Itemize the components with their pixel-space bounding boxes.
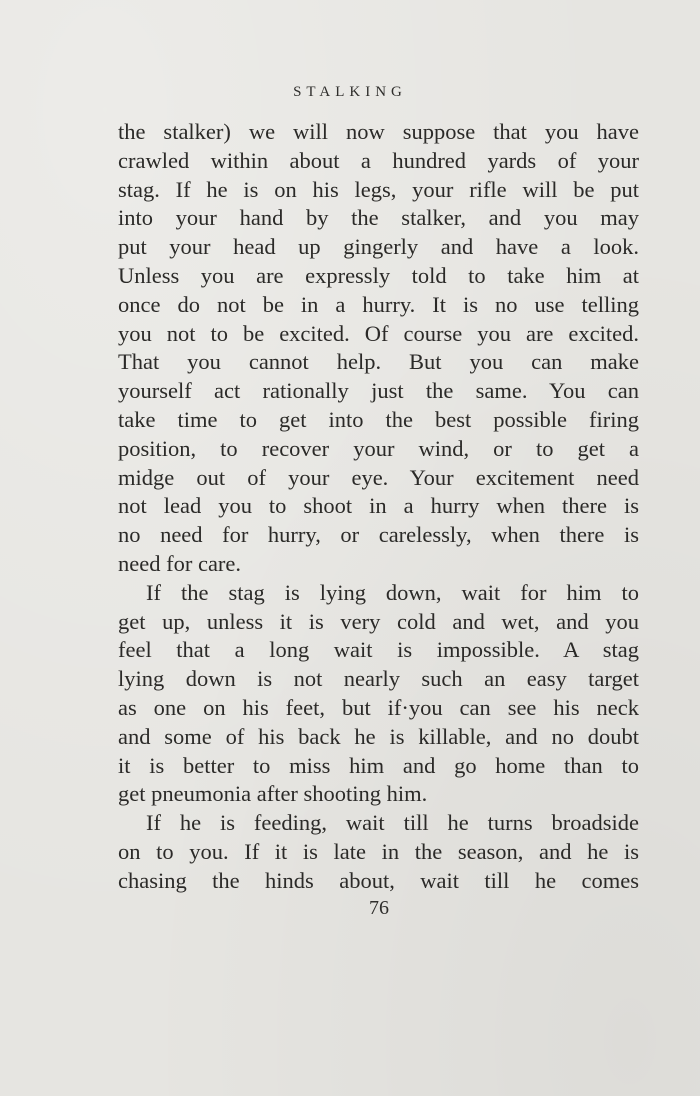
text-line: If the stag is lying down, wait for him to xyxy=(146,579,639,605)
body-text xyxy=(118,118,639,896)
text-line: get up, unless it is very cold and wet, and you xyxy=(118,608,639,634)
text-line: it is better to miss him and go home than to xyxy=(118,752,639,778)
running-head: STALKING xyxy=(293,84,407,100)
text-line: position, to recover your wind, or to get a xyxy=(118,435,639,461)
text-line: lying down is not nearly such an easy target xyxy=(118,666,639,692)
text-line: stag. If he is on his legs, your rifle will be put xyxy=(118,176,639,202)
text-line: into your hand by the stalker, and you may xyxy=(118,205,639,231)
text-line: no need for hurry, or carelessly, when there is xyxy=(118,522,639,548)
text-line: crawled within about a hundred yards of your xyxy=(118,147,639,173)
text-line: and some of his back he is killable, and no doubt xyxy=(118,723,639,749)
text-line: the stalker) we will now suppose that you have xyxy=(118,119,639,144)
text-line: need for care. xyxy=(118,550,242,576)
text-line: take time to get into the best possible firing xyxy=(118,406,639,432)
text-line: yourself act rationally just the same. You can xyxy=(118,378,639,404)
text-line: midge out of your eye. Your excitement need xyxy=(118,464,639,490)
text-line: That you cannot help. But you can make xyxy=(118,349,639,375)
text-line: you not to be excited. Of course you are excited. xyxy=(118,320,639,346)
text-line: as one on his feet, but if·you can see his neck xyxy=(118,694,639,720)
text-line: If he is feeding, wait till he turns broadside xyxy=(146,810,639,836)
text-line: put your head up gingerly and have a look. xyxy=(118,234,639,260)
page-number: 76 xyxy=(369,897,389,919)
text-line: once do not be in a hurry. It is no use telling xyxy=(118,291,639,317)
text-line: not lead you to shoot in a hurry when there is xyxy=(118,493,639,519)
text-line: on to you. If it is late in the season, and he is xyxy=(118,838,639,864)
text-line: feel that a long wait is impossible. A stag xyxy=(118,637,639,663)
text-line: Unless you are expressly told to take him at xyxy=(118,262,639,288)
text-line: get pneumonia after shooting him. xyxy=(118,781,428,807)
text-line: chasing the hinds about, wait till he comes xyxy=(118,867,639,893)
